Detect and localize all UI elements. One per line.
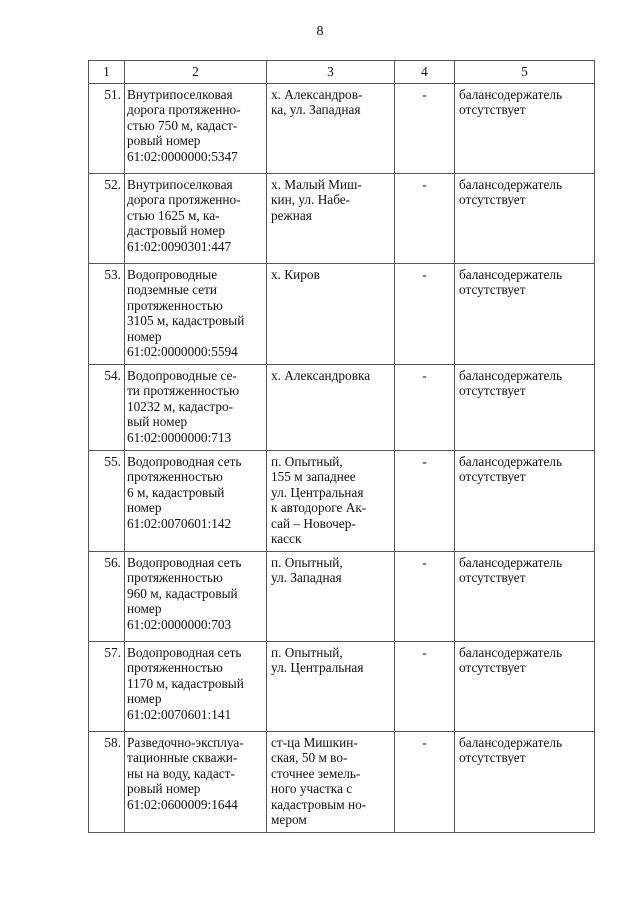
cell-text-line: 6 м, кадастровый (127, 484, 225, 500)
table-row (89, 173, 595, 263)
cell-text-line: балансодержатель (459, 176, 563, 192)
cell-text-line: балансодержатель (459, 554, 563, 570)
table-row (89, 731, 595, 832)
cell-text-line: ская, 50 м во- (271, 750, 348, 765)
cell-text-line: ка, ул. Западная (271, 102, 361, 117)
cell-text-line: протяженностью (127, 660, 223, 675)
cell-text-line: ул. Западная (271, 570, 342, 585)
cell-text-line: кин, ул. Набе- (271, 192, 351, 207)
cell-text-line: отсутствует (459, 192, 526, 207)
cell-text-line: балансодержатель (459, 734, 563, 750)
cell-text-line: 1170 м, кадастровый (127, 675, 244, 691)
column-4-cell: - (395, 641, 455, 731)
cell-text-line: балансодержатель (459, 644, 563, 660)
cell-text-line: балансодержатель (459, 453, 563, 469)
cell-text-line: отсутствует (459, 282, 526, 297)
cell-text-line: 61:02:0090301:447 (127, 238, 232, 254)
cell-text-line: номер (127, 691, 162, 706)
column-header: 5 (455, 61, 595, 84)
cell-text-line: 61:02:0000000:703 (127, 616, 232, 632)
table-row (89, 641, 595, 731)
cell-text-line: 61:02:0600009:1644 (127, 796, 238, 812)
cell-text-line: номер (127, 601, 162, 616)
cell-text-line: ул. Центральная (271, 484, 364, 500)
cell-text-line: номер (127, 500, 162, 515)
balance-holder-cell (455, 173, 595, 263)
balance-holder-cell (455, 641, 595, 731)
address-cell (267, 173, 395, 263)
cell-text-line: Водопроводные (127, 266, 218, 282)
column-4-cell: - (395, 173, 455, 263)
cell-text-line: к автодороге Ак- (271, 500, 367, 515)
cell-text-line: ровый номер (127, 781, 201, 796)
cell-text-line: стью 1625 м, ка- (127, 207, 220, 223)
address-cell (267, 83, 395, 173)
object-name-cell (125, 173, 267, 263)
cell-text-line: 3105 м, кадастровый (127, 313, 245, 328)
cell-text-line: протяженностью (127, 469, 223, 484)
column-header: 3 (267, 61, 395, 84)
cell-text-line: ти протяженностью (127, 383, 240, 398)
object-name-cell (125, 364, 267, 450)
cell-text-line: подземные сети (127, 282, 218, 297)
page-number: 8 (316, 24, 324, 39)
row-number-cell: 51. (89, 83, 125, 173)
balance-holder-cell (455, 551, 595, 641)
cell-text-line: ны на воду, кадаст- (127, 765, 235, 781)
table-header-row (89, 61, 595, 84)
cell-text-line: сай – Новочер- (271, 515, 356, 531)
row-number-cell: 55. (89, 450, 125, 551)
cell-text-line: п. Опытный, (271, 644, 343, 660)
cell-text-line: отсутствует (459, 469, 526, 484)
row-number-cell: 56. (89, 551, 125, 641)
address-cell (267, 641, 395, 731)
column-4-cell: - (395, 450, 455, 551)
cell-text-line: Водопроводные се- (127, 367, 237, 383)
cell-text-line: Водопроводная сеть (127, 453, 242, 469)
cell-text-line: х. Киров (271, 266, 320, 282)
cell-text-line: дорога протяженно- (127, 192, 241, 207)
cell-text-line: 61:02:0070601:142 (127, 515, 232, 531)
table-body (89, 83, 595, 832)
cell-text-line: протяженностью (127, 570, 223, 585)
cell-text-line: Водопроводная сеть (127, 554, 242, 570)
table-row (89, 83, 595, 173)
cell-text-line: протяженностью (127, 297, 223, 313)
cell-text-line: дорога протяженно- (127, 102, 241, 117)
balance-holder-cell (455, 263, 595, 364)
column-4-cell: - (395, 364, 455, 450)
cell-text-line: 155 м западнее (271, 469, 356, 484)
cell-text-line: отсутствует (459, 660, 526, 675)
cell-text-line: ст-ца Мишкин- (271, 734, 358, 750)
cell-text-line: режная (271, 207, 312, 223)
address-cell (267, 551, 395, 641)
table-row (89, 263, 595, 364)
row-number-cell: 52. (89, 173, 125, 263)
cell-text-line: балансодержатель (459, 367, 563, 383)
cell-text-line: 61:02:0000000:5347 (127, 148, 238, 164)
cell-text-line: ул. Центральная (271, 660, 364, 675)
row-number-cell: 57. (89, 641, 125, 731)
cell-text-line: отсутствует (459, 102, 526, 117)
row-number-cell: 54. (89, 364, 125, 450)
cell-text-line: 61:02:0070601:141 (127, 706, 232, 722)
cell-text-line: дастровый номер (127, 223, 225, 238)
cell-text-line: 10232 м, кадастро- (127, 398, 234, 414)
column-4-cell: - (395, 263, 455, 364)
cell-text-line: балансодержатель (459, 86, 563, 102)
cell-text-line: стью 750 м, кадаст- (127, 117, 238, 133)
address-cell (267, 263, 395, 364)
cell-text-line: х. Малый Миш- (271, 176, 362, 192)
row-number-cell: 53. (89, 263, 125, 364)
cell-text-line: отсутствует (459, 570, 526, 585)
cell-text-line: Водопроводная сеть (127, 644, 242, 660)
cell-text-line: сточнее земель- (271, 765, 361, 781)
address-cell (267, 364, 395, 450)
cell-text-line: Внутрипоселковая (127, 176, 233, 192)
column-header: 1 (89, 61, 125, 84)
table-row (89, 450, 595, 551)
table-row (89, 551, 595, 641)
object-name-cell (125, 450, 267, 551)
cell-text-line: Внутрипоселковая (127, 86, 233, 102)
balance-holder-cell (455, 83, 595, 173)
row-number-cell: 58. (89, 731, 125, 832)
property-registry-table (88, 60, 595, 833)
cell-text-line: Разведочно-эксплуа- (127, 734, 244, 750)
column-header: 4 (395, 61, 455, 84)
object-name-cell (125, 83, 267, 173)
table-row (89, 364, 595, 450)
column-4-cell: - (395, 731, 455, 832)
cell-text-line: 960 м, кадастровый (127, 585, 238, 601)
column-4-cell: - (395, 551, 455, 641)
cell-text-line: тационные скважи- (127, 750, 238, 765)
cell-text-line: х. Александров- (271, 86, 363, 102)
object-name-cell (125, 263, 267, 364)
cell-text-line: мером (271, 812, 307, 827)
cell-text-line: касск (271, 531, 302, 546)
cell-text-line: балансодержатель (459, 266, 563, 282)
object-name-cell (125, 551, 267, 641)
cell-text-line: х. Александровка (271, 367, 371, 383)
balance-holder-cell (455, 731, 595, 832)
cell-text-line: п. Опытный, (271, 453, 343, 469)
cell-text-line: отсутствует (459, 383, 526, 398)
cell-text-line: номер (127, 328, 162, 344)
cell-text-line: кадастровым но- (271, 796, 367, 812)
address-cell (267, 731, 395, 832)
cell-text-line: ровый номер (127, 133, 201, 148)
cell-text-line: п. Опытный, (271, 554, 343, 570)
column-header: 2 (125, 61, 267, 84)
object-name-cell (125, 731, 267, 832)
object-name-cell (125, 641, 267, 731)
balance-holder-cell (455, 450, 595, 551)
column-4-cell: - (395, 83, 455, 173)
balance-holder-cell (455, 364, 595, 450)
cell-text-line: 61:02:0000000:5594 (127, 344, 238, 359)
cell-text-line: 61:02:0000000:713 (127, 429, 232, 445)
address-cell (267, 450, 395, 551)
cell-text-line: отсутствует (459, 750, 526, 765)
cell-text-line: ного участка с (271, 781, 353, 796)
cell-text-line: вый номер (127, 414, 188, 429)
